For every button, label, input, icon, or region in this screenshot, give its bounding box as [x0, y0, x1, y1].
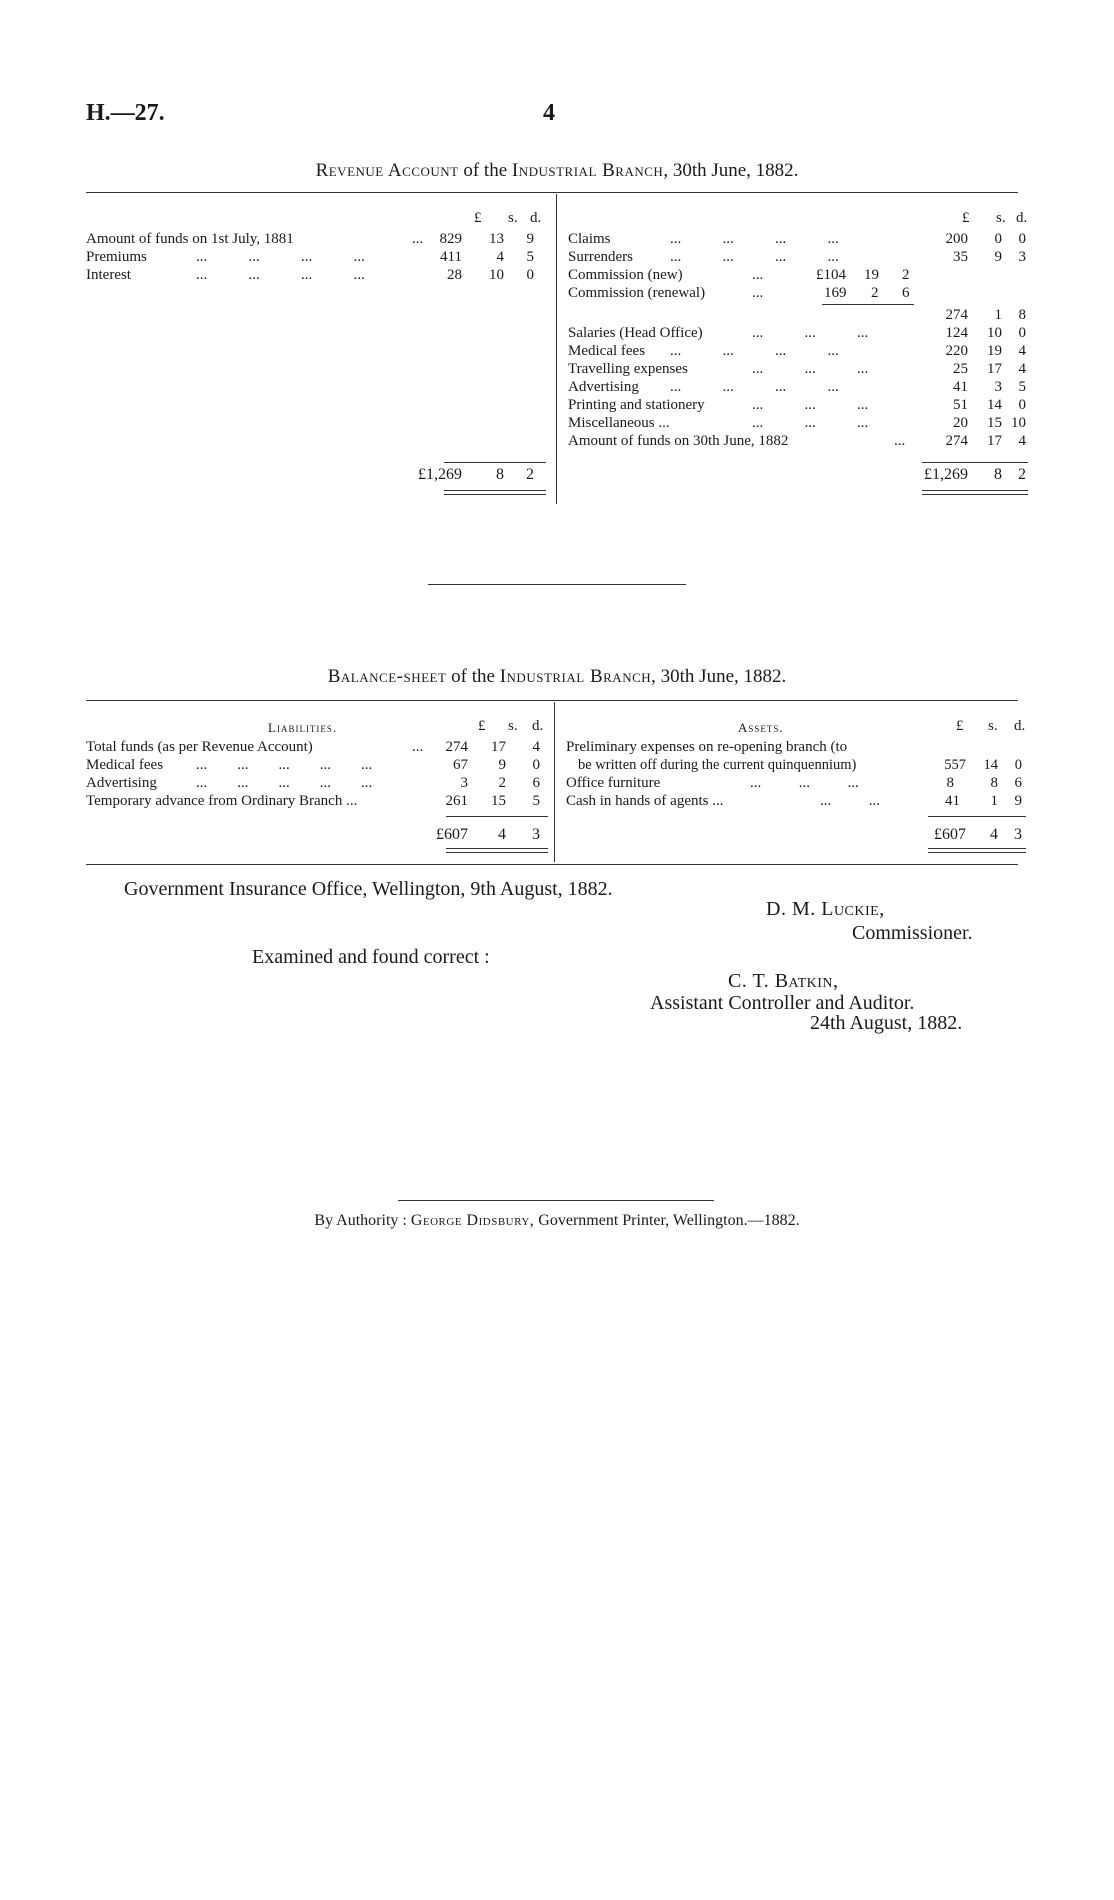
- amount-pounds: 41: [945, 793, 960, 809]
- row-label: Amount of funds on 30th June, 1882: [568, 433, 789, 449]
- total-pence: 2: [1018, 466, 1026, 483]
- row-label: Temporary advance from Ordinary Branch ...: [86, 793, 358, 809]
- expenditure-row: [568, 378, 1028, 396]
- row-label: Premiums: [86, 249, 147, 265]
- row-label: Travelling expenses: [568, 361, 688, 377]
- title-part: Industrial Branch: [499, 666, 652, 687]
- sub-amount-pence: 6: [902, 285, 910, 301]
- balance-top-rule: [86, 700, 1018, 701]
- row-leader: ...: [412, 231, 424, 247]
- amount-shillings: 4: [496, 249, 504, 265]
- row-leader: ... ... ... ...: [670, 231, 839, 247]
- expenditure-row: [568, 230, 1028, 248]
- amount-pence: 0: [1018, 325, 1026, 341]
- amount-pence: 4: [1018, 343, 1026, 359]
- sub-amount-shillings: 19: [864, 267, 879, 283]
- liability-row: [86, 738, 546, 756]
- balance-divider: [554, 702, 555, 862]
- amount-pence: 0: [526, 267, 534, 283]
- amount-pounds: 8: [946, 775, 954, 791]
- amount-pence: 0: [1018, 231, 1026, 247]
- amount-pounds: 829: [439, 231, 462, 247]
- row-leader: ... ... ... ...: [670, 379, 839, 395]
- expenditure-row: [568, 342, 1028, 360]
- assets-heading: Assets.: [738, 720, 784, 735]
- total-shillings: 8: [496, 466, 504, 483]
- amount-shillings: 3: [994, 379, 1002, 395]
- pence-head: d.: [532, 718, 544, 734]
- amount-pence: 6: [532, 775, 540, 791]
- row-label: Total funds (as per Revenue Account): [86, 739, 313, 755]
- title-part: Industrial Branch: [511, 160, 664, 181]
- expenditure-row: [568, 360, 1028, 378]
- document-reference: H.—27.: [86, 100, 165, 126]
- row-leader: ... ... ...: [752, 361, 869, 377]
- row-label: Medical fees: [568, 343, 646, 359]
- sub-amount-pence: 2: [902, 267, 910, 283]
- row-label: Commission (new): [568, 267, 683, 283]
- expenditure-total-top-rule: [922, 462, 1028, 463]
- amount-shillings: 15: [987, 415, 1002, 431]
- row-label: Miscellaneous ...: [568, 415, 670, 431]
- liabilities-heading: Liabilities.: [268, 720, 338, 735]
- amount-pence: 5: [532, 793, 540, 809]
- amount-pence: 6: [1014, 775, 1022, 791]
- row-leader: ... ... ... ...: [670, 249, 839, 265]
- amount-pence: 4: [1018, 361, 1026, 377]
- amount-shillings: 15: [491, 793, 506, 809]
- amount-shillings: 1: [994, 307, 1002, 323]
- amount-shillings: 1: [990, 793, 998, 809]
- row-leader: ... ... ...: [750, 775, 859, 791]
- amount-pence: 0: [1014, 757, 1022, 773]
- asset-row: [566, 792, 1026, 810]
- imprint-prefix: By Authority :: [314, 1212, 407, 1229]
- amount-pounds: 51: [953, 397, 968, 413]
- amount-shillings: 10: [489, 267, 504, 283]
- row-label: Salaries (Head Office): [568, 325, 703, 341]
- liability-row: [86, 792, 546, 810]
- printer-name: George Didsbury,: [410, 1212, 535, 1229]
- amount-shillings: 9: [498, 757, 506, 773]
- row-leader: ... ... ... ...: [670, 343, 839, 359]
- signer2-date: 24th August, 1882.: [810, 1012, 963, 1034]
- row-label: Interest: [86, 267, 131, 283]
- pound-head: £: [962, 210, 970, 226]
- row-label: Commission (renewal): [568, 285, 706, 301]
- expenditure-row: [568, 396, 1028, 414]
- amount-shillings: 17: [987, 433, 1002, 449]
- amount-pounds: 411: [440, 249, 462, 265]
- amount-pounds: 41: [953, 379, 968, 395]
- revenue-account-title: [0, 160, 1114, 182]
- row-label: Advertising: [568, 379, 639, 395]
- revenue-divider: [556, 194, 557, 504]
- amount-pence: 5: [1018, 379, 1026, 395]
- amount-pence: 9: [526, 231, 534, 247]
- amount-shillings: 0: [994, 231, 1002, 247]
- row-leader: ... ... ...: [752, 415, 869, 431]
- income-total-double-rule: [444, 490, 546, 495]
- amount-pence: 4: [532, 739, 540, 755]
- row-leader: ... ... ...: [752, 397, 869, 413]
- assets-total: [566, 826, 1026, 844]
- row-label: be written off during the current quinquennium): [578, 757, 857, 773]
- assets-total-top-rule: [928, 816, 1026, 817]
- row-leader: ...: [752, 285, 764, 301]
- row-label: Advertising: [86, 775, 157, 791]
- row-label: Office furniture: [566, 775, 661, 791]
- income-total: [86, 466, 546, 484]
- amount-shillings: 10: [987, 325, 1002, 341]
- total-pence: 3: [532, 826, 540, 843]
- revenue-top-rule: [86, 192, 1018, 193]
- expenditure-row: [568, 306, 1028, 324]
- amount-pence: 5: [526, 249, 534, 265]
- amount-shillings: 9: [994, 249, 1002, 265]
- amount-shillings: 14: [983, 757, 998, 773]
- signer2-name-text: C. T. Batkin,: [728, 970, 839, 992]
- pence-head: d.: [530, 210, 542, 226]
- pence-head: d.: [1014, 718, 1026, 734]
- row-leader: ... ... ... ... ...: [196, 775, 373, 791]
- title-part: , 30th June, 1882.: [651, 666, 787, 687]
- row-label: Amount of funds on 1st July, 1881: [86, 231, 294, 247]
- office-and-date: Government Insurance Office, Wellington, 9th August, 1882.: [124, 878, 613, 900]
- row-leader: ... ... ... ... ...: [196, 757, 373, 773]
- amount-pence: 10: [1011, 415, 1026, 431]
- pence-head: d.: [1016, 210, 1028, 226]
- income-row: [86, 230, 546, 248]
- total-pounds: £607: [436, 826, 468, 843]
- amount-pounds: 274: [445, 739, 468, 755]
- printer-imprint: [0, 1212, 1114, 1230]
- liabilities-total-top-rule: [446, 816, 548, 817]
- amount-shillings: 13: [489, 231, 504, 247]
- amount-pence: 9: [1014, 793, 1022, 809]
- asset-row: [578, 756, 1026, 774]
- liability-row: [86, 756, 546, 774]
- pound-head: £: [474, 210, 482, 226]
- shilling-head: s.: [508, 210, 518, 226]
- total-pounds: £1,269: [924, 466, 968, 483]
- examined-statement: Examined and found correct :: [252, 946, 490, 968]
- balance-bottom-rule: [86, 864, 1018, 865]
- shilling-head: s.: [996, 210, 1006, 226]
- amount-shillings: 2: [498, 775, 506, 791]
- row-label: Medical fees: [86, 757, 164, 773]
- expenditure-row: [568, 248, 1028, 266]
- row-leader: ...: [412, 739, 424, 755]
- imprint-suffix: Government Printer, Wellington.—1882.: [538, 1212, 800, 1229]
- amount-pence: 8: [1018, 307, 1026, 323]
- title-part: Balance-sheet: [327, 666, 447, 687]
- shilling-head: s.: [508, 718, 518, 734]
- footer-rule: [398, 1200, 714, 1201]
- amount-shillings: 17: [987, 361, 1002, 377]
- expenditure-total-double-rule: [922, 490, 1028, 495]
- title-part: of the: [458, 160, 512, 181]
- total-pence: 2: [526, 466, 534, 483]
- section-separator: [428, 584, 686, 585]
- total-shillings: 8: [994, 466, 1002, 483]
- income-total-top-rule: [444, 462, 546, 463]
- row-leader: ...: [752, 267, 764, 283]
- expenditure-row: [568, 266, 1028, 284]
- row-label: Preliminary expenses on re-opening branch (to: [566, 739, 848, 755]
- sub-amount-pounds: £104: [816, 267, 846, 283]
- row-leader: ...: [894, 433, 906, 449]
- income-row: [86, 248, 546, 266]
- total-pence: 3: [1014, 826, 1022, 843]
- amount-pence: 0: [532, 757, 540, 773]
- amount-pounds: 274: [945, 433, 968, 449]
- title-part: Revenue Account: [315, 160, 459, 181]
- row-leader: ... ...: [820, 793, 880, 809]
- amount-pounds: 200: [945, 231, 968, 247]
- total-pounds: £607: [934, 826, 966, 843]
- signer1-name: [766, 898, 885, 921]
- asset-row: [566, 738, 1026, 756]
- page-number: 4: [543, 100, 555, 126]
- expenditure-row: [568, 324, 1028, 342]
- amount-pounds: 261: [445, 793, 468, 809]
- amount-pounds: 67: [453, 757, 468, 773]
- amount-pounds: 3: [460, 775, 468, 791]
- shilling-head: s.: [988, 718, 998, 734]
- income-row: [86, 266, 546, 284]
- assets-total-double-rule: [928, 848, 1026, 853]
- total-pounds: £1,269: [418, 466, 462, 483]
- row-label: Printing and stationery: [568, 397, 705, 413]
- amount-shillings: 17: [491, 739, 506, 755]
- balance-sheet-title: [0, 666, 1114, 688]
- amount-pounds: 557: [944, 757, 966, 773]
- amount-pounds: 220: [945, 343, 968, 359]
- amount-shillings: 14: [987, 397, 1002, 413]
- row-leader: ... ... ... ...: [196, 267, 365, 283]
- asset-row: [566, 774, 1026, 792]
- total-shillings: 4: [990, 826, 998, 843]
- row-leader: ... ... ... ...: [196, 249, 365, 265]
- amount-pounds: 35: [953, 249, 968, 265]
- sub-amount-pounds: 169: [824, 285, 847, 301]
- expenditure-total: [568, 466, 1028, 484]
- title-part: , 30th June, 1882.: [663, 160, 799, 181]
- signer2-name: [728, 970, 839, 993]
- amount-pounds: 124: [945, 325, 968, 341]
- liability-row: [86, 774, 546, 792]
- signer1-title: Commissioner.: [852, 922, 973, 944]
- expenditure-row: [568, 414, 1028, 432]
- row-label: Claims: [568, 231, 611, 247]
- signer2-title: Assistant Controller and Auditor.: [650, 992, 915, 1014]
- amount-pence: 4: [1018, 433, 1026, 449]
- pound-head: £: [478, 718, 486, 734]
- row-label: Cash in hands of agents ...: [566, 793, 724, 809]
- liabilities-total-double-rule: [446, 848, 548, 853]
- commission-subtotal-rule: [822, 304, 914, 305]
- amount-pounds: 20: [953, 415, 968, 431]
- amount-pence: 3: [1018, 249, 1026, 265]
- expenditure-row: [568, 284, 1028, 302]
- amount-pounds: 274: [945, 307, 968, 323]
- liabilities-total: [86, 826, 546, 844]
- amount-pounds: 25: [953, 361, 968, 377]
- amount-shillings: 8: [990, 775, 998, 791]
- expenditure-row: [568, 432, 1028, 450]
- signer1-name-text: D. M. Luckie,: [766, 898, 885, 920]
- amount-shillings: 19: [987, 343, 1002, 359]
- pound-head: £: [956, 718, 964, 734]
- title-part: of the: [446, 666, 500, 687]
- row-leader: ... ... ...: [752, 325, 869, 341]
- row-label: Surrenders: [568, 249, 633, 265]
- amount-pence: 0: [1018, 397, 1026, 413]
- amount-pounds: 28: [447, 267, 462, 283]
- sub-amount-shillings: 2: [871, 285, 879, 301]
- total-shillings: 4: [498, 826, 506, 843]
